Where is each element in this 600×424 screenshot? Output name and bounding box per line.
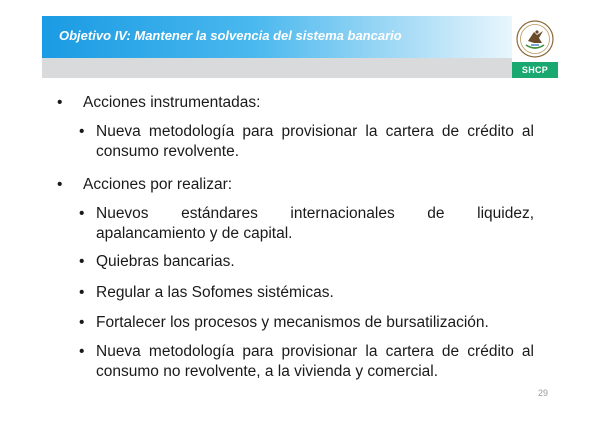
sub-bullet [79, 204, 534, 244]
bullet-icon: • [79, 284, 85, 301]
sub-bullet-text: Nueva metodología para provisionar la cartera de crédito al consumo revolvente. [96, 123, 534, 160]
sub-bullet-text: Nuevos estándares internacionales de liquidez, apalancamiento y de capital. [96, 205, 534, 242]
sub-bullet-text: Nueva metodología para provisionar la cartera de crédito al consumo no revolvente, a la vivienda y comercial. [96, 343, 534, 380]
bullet-icon: • [57, 176, 63, 193]
sub-bullet-text: Fortalecer los procesos y mecanismos de bursatilización. [96, 314, 489, 331]
bullet-icon: • [79, 343, 85, 360]
sub-bullet [79, 283, 534, 303]
bullet-icon: • [57, 94, 63, 111]
sub-bullet-text: Regular a las Sofomes sistémicas. [96, 284, 334, 301]
agency-badge: SHCP [512, 62, 558, 78]
sub-bullet [79, 252, 534, 272]
bullet-label: Acciones instrumentadas: [83, 94, 261, 111]
bullet-label: Acciones por realizar: [83, 176, 233, 193]
bullet-icon: • [79, 123, 85, 140]
sub-bullet [79, 313, 534, 333]
bullet-icon: • [79, 205, 85, 222]
bullet-icon: • [79, 253, 85, 270]
bullet-icon: • [79, 314, 85, 331]
slide-title: Objetivo IV: Mantener la solvencia del sistema bancario [59, 28, 402, 43]
page-number: 29 [538, 388, 549, 398]
sub-bullet [79, 122, 534, 162]
sub-bullet-text: Quiebras bancarias. [96, 253, 235, 270]
sub-bullet [79, 342, 534, 382]
